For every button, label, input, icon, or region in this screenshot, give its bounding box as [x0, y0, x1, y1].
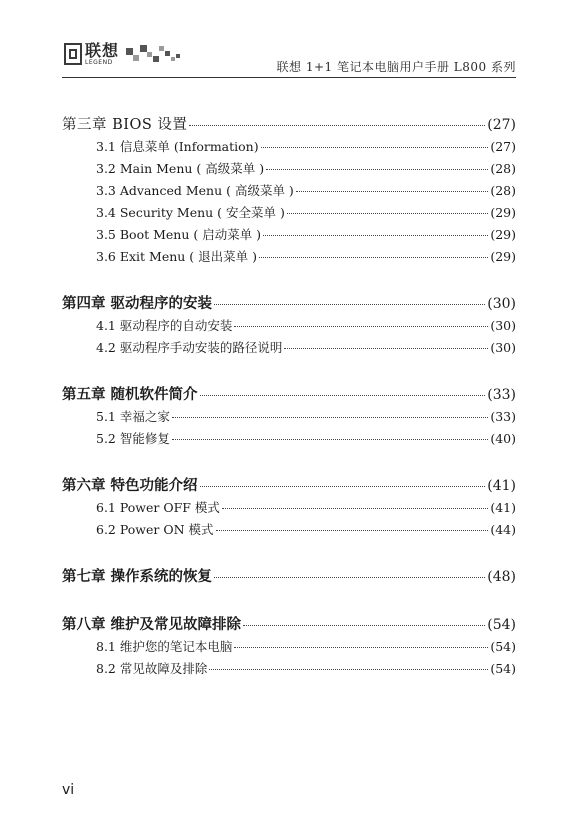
toc-section-title: 5.2 智能修复 — [96, 431, 170, 446]
toc-page-number: (54) — [490, 639, 516, 654]
toc-chapter-8[interactable] — [62, 614, 516, 636]
dot-leader — [261, 147, 489, 148]
toc-chapter-7[interactable] — [62, 566, 516, 588]
dot-leader — [284, 348, 488, 349]
dot-leader — [172, 439, 488, 440]
toc-section-title: 6.2 Power ON 模式 — [96, 522, 214, 537]
logo-squares-decoration — [126, 42, 186, 68]
dot-leader — [234, 326, 488, 327]
toc-page-number: (28) — [490, 183, 516, 198]
toc-page-number: (29) — [490, 249, 516, 264]
toc-section-title: 3.4 Security Menu ( 安全菜单 ) — [96, 205, 285, 220]
toc-chapter-title: 第四章 驱动程序的安装 — [62, 296, 213, 312]
toc-chapter-6[interactable] — [62, 475, 516, 497]
dot-leader — [189, 125, 485, 126]
toc-section-title: 8.1 维护您的笔记本电脑 — [96, 639, 233, 654]
toc-page-number: (33) — [490, 409, 516, 424]
logo-english-text: LEGEND — [85, 58, 113, 66]
toc-chapter-title: 第六章 特色功能介绍 — [62, 478, 198, 494]
toc-chapter-5[interactable] — [62, 384, 516, 406]
toc-section-title: 4.2 驱动程序手动安装的路径说明 — [96, 340, 283, 355]
dot-leader — [172, 417, 488, 418]
toc-section-3-1[interactable] — [62, 136, 516, 158]
toc-page-number: (29) — [490, 205, 516, 220]
toc-section-3-4[interactable] — [62, 202, 516, 224]
toc-chapter-title: 第三章 BIOS 设置 — [62, 117, 188, 133]
toc-section-5-2[interactable] — [62, 428, 516, 450]
toc-page-number: (28) — [490, 161, 516, 176]
toc-chapter-title: 第八章 维护及常见故障排除 — [62, 617, 242, 633]
dot-leader — [214, 577, 485, 578]
toc-page-number: (27) — [490, 139, 516, 154]
logo-chinese-text: 联想 — [85, 40, 120, 60]
dot-leader — [296, 191, 489, 192]
dot-leader — [259, 257, 488, 258]
dot-leader — [200, 395, 486, 396]
toc-chapter-3[interactable] — [62, 114, 516, 136]
toc-page-number: (40) — [490, 431, 516, 446]
toc-page-number: (27) — [487, 117, 516, 133]
toc-section-6-1[interactable] — [62, 497, 516, 519]
dot-leader — [209, 669, 488, 670]
dot-leader — [216, 530, 489, 531]
dot-leader — [263, 235, 488, 236]
dot-leader — [266, 169, 488, 170]
toc-section-3-5[interactable] — [62, 224, 516, 246]
toc-page-number: (54) — [490, 661, 516, 676]
toc-page-number: (44) — [490, 522, 516, 537]
toc-section-4-2[interactable] — [62, 337, 516, 359]
dot-leader — [214, 304, 485, 305]
toc-section-3-6[interactable] — [62, 246, 516, 268]
toc-page-number: (54) — [487, 617, 516, 633]
toc-section-title: 5.1 幸福之家 — [96, 409, 170, 424]
toc-section-4-1[interactable] — [62, 315, 516, 337]
header-rule — [62, 77, 516, 78]
toc-section-8-1[interactable] — [62, 636, 516, 658]
toc-page-number: (41) — [487, 478, 516, 494]
toc-section-title: 3.5 Boot Menu ( 启动菜单 ) — [96, 227, 262, 242]
toc-section-title: 4.1 驱动程序的自动安装 — [96, 318, 233, 333]
dot-leader — [234, 647, 488, 648]
toc-page-number: (48) — [487, 569, 516, 585]
table-of-contents — [62, 114, 516, 680]
legend-logo — [64, 40, 119, 68]
toc-section-8-2[interactable] — [62, 658, 516, 680]
toc-page-number: (29) — [490, 227, 516, 242]
dot-leader — [287, 213, 488, 214]
toc-chapter-4[interactable] — [62, 293, 516, 315]
toc-section-title: 8.2 常见故障及排除 — [96, 661, 208, 676]
toc-chapter-title: 第五章 随机软件简介 — [62, 387, 198, 403]
toc-section-3-2[interactable] — [62, 158, 516, 180]
toc-section-title: 6.1 Power OFF 模式 — [96, 500, 220, 515]
toc-section-title: 3.6 Exit Menu ( 退出菜单 ) — [96, 249, 257, 264]
dot-leader — [200, 486, 486, 487]
dot-leader — [222, 508, 488, 509]
toc-chapter-title: 第七章 操作系统的恢复 — [62, 569, 213, 585]
toc-page-number: (33) — [487, 387, 516, 403]
toc-section-5-1[interactable] — [62, 406, 516, 428]
toc-page-number: (30) — [490, 340, 516, 355]
logo-mark-icon — [64, 43, 82, 65]
page-number: vi — [62, 782, 75, 798]
toc-page-number: (41) — [490, 500, 516, 515]
toc-section-3-3[interactable] — [62, 180, 516, 202]
toc-section-title: 3.3 Advanced Menu ( 高级菜单 ) — [96, 183, 294, 198]
toc-section-6-2[interactable] — [62, 519, 516, 541]
toc-section-title: 3.1 信息菜单 (Information) — [96, 139, 259, 154]
toc-section-title: 3.2 Main Menu ( 高级菜单 ) — [96, 161, 265, 176]
dot-leader — [243, 625, 485, 626]
toc-page-number: (30) — [490, 318, 516, 333]
running-header-title: 联想 1+1 笔记本电脑用户手册 L800 系列 — [276, 60, 516, 74]
toc-page-number: (30) — [487, 296, 516, 312]
